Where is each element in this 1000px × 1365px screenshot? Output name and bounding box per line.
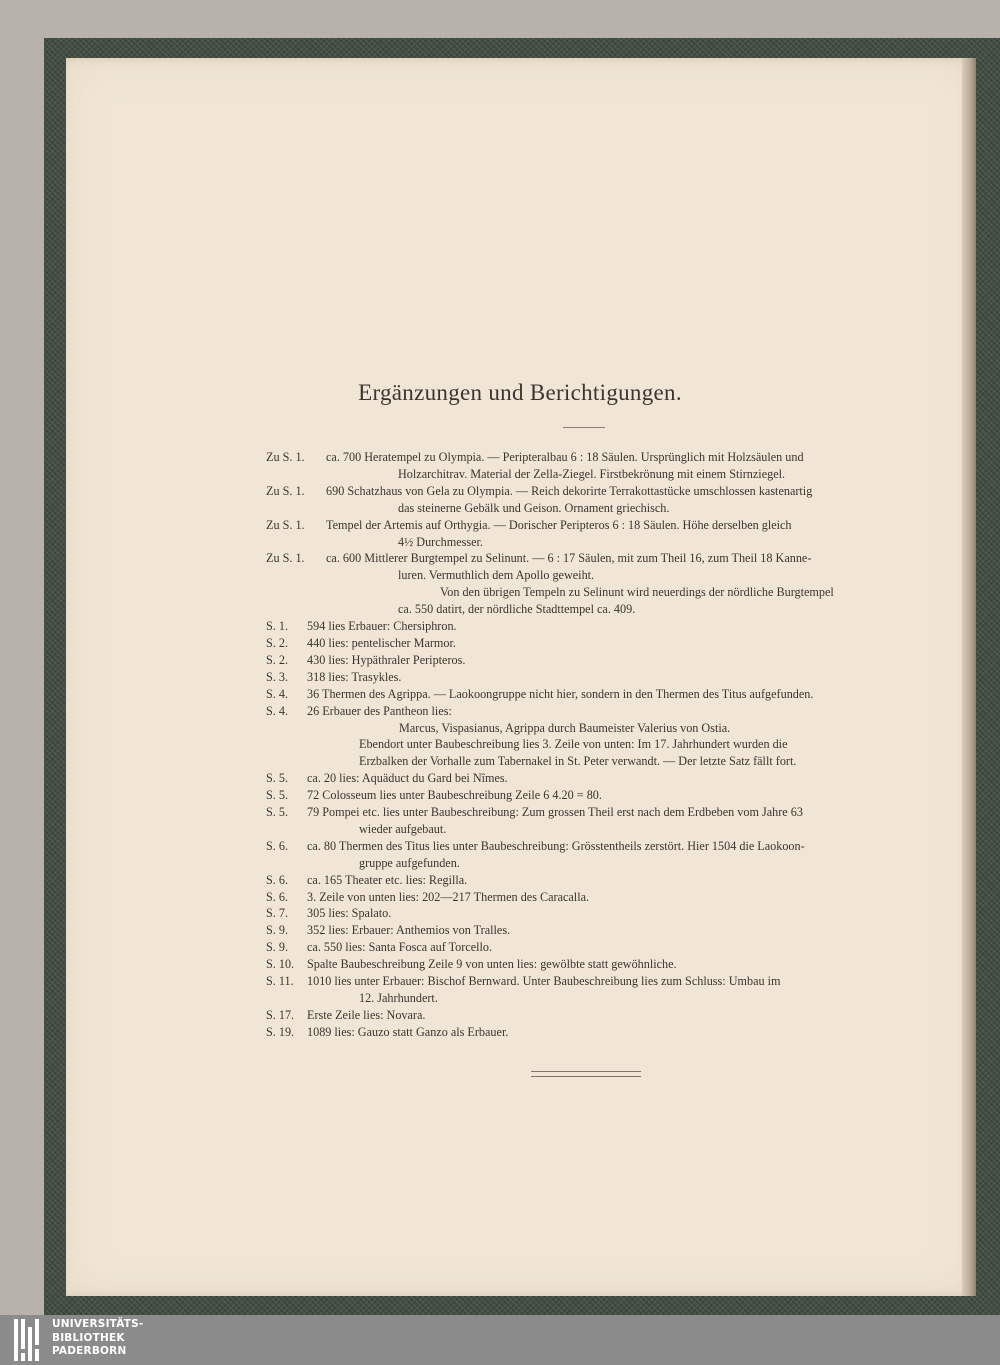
entry-line: ca. 165 Theater etc. lies: Regilla. xyxy=(307,872,468,887)
page-title: Ergänzungen und Berichtigungen. xyxy=(358,380,682,405)
entry-line: Erzbalken der Vorhalle zum Tabernakel in St. Peter verwandt. — Der letzte Satz fällt fort. xyxy=(359,754,797,769)
book-page xyxy=(66,58,974,1296)
errata-entry xyxy=(266,1007,902,1024)
entry-line: Tempel der Artemis auf Orthygia. — Dorischer Peripteros 6 : 18 Säulen. Höhe derselben gleich xyxy=(326,517,792,532)
title-divider xyxy=(563,427,605,428)
page-gutter xyxy=(962,58,976,1296)
entry-line: 26 Erbauer des Pantheon lies: xyxy=(307,703,452,718)
page-reference: S. 7. xyxy=(266,906,289,921)
errata-entry xyxy=(266,872,902,889)
entry-line: 440 lies: pentelischer Marmor. xyxy=(307,635,456,650)
page-reference: S. 5. xyxy=(266,805,289,820)
page-reference: S. 9. xyxy=(266,923,289,938)
page-reference: S. 3. xyxy=(266,669,289,684)
errata-entry xyxy=(266,483,902,517)
page-reference: S. 6. xyxy=(266,872,289,887)
entry-line: gruppe aufgefunden. xyxy=(359,855,460,870)
entry-line: 12. Jahrhundert. xyxy=(359,991,438,1005)
page-reference: S. 4. xyxy=(266,686,289,701)
errata-entry xyxy=(266,889,902,906)
errata-entry xyxy=(266,686,902,703)
errata-entry xyxy=(266,635,902,652)
page-reference: S. 11. xyxy=(266,974,294,989)
errata-list xyxy=(266,449,902,1041)
errata-entry xyxy=(266,804,902,838)
library-name-line-2: BIBLIOTHEK xyxy=(52,1331,125,1344)
entry-line: Erste Zeile lies: Novara. xyxy=(307,1007,426,1022)
entry-line: ca. 550 datirt, der nördliche Stadttempel ca. 409. xyxy=(398,602,636,617)
page-reference: S. 5. xyxy=(266,788,289,803)
page-reference: S. 9. xyxy=(266,940,289,955)
page-reference: S. 5. xyxy=(266,771,289,786)
library-name-line-3: PADERBORN xyxy=(52,1345,127,1357)
entry-line: 690 Schatzhaus von Gela zu Olympia. — Reich dekorirte Terrakottastücke umschlossen kastenartig xyxy=(326,483,813,498)
errata-entry xyxy=(266,652,902,669)
university-library-logo-icon xyxy=(14,1319,44,1361)
entry-line: ca. 80 Thermen des Titus lies unter Baubeschreibung: Grösstentheils zerstört. Hier 1504 die Laokoon- xyxy=(307,838,805,853)
errata-entry xyxy=(266,703,902,771)
library-name xyxy=(52,1318,143,1359)
errata-entry xyxy=(266,939,902,956)
page-reference: S. 6. xyxy=(266,889,289,904)
errata-entry xyxy=(266,973,902,1007)
errata-entry xyxy=(266,449,902,483)
entry-line: ca. 20 lies: Aquäduct du Gard bei Nîmes. xyxy=(307,771,508,786)
entry-line: Von den übrigen Tempeln zu Selinunt wird neuerdings der nördliche Burgtempel xyxy=(440,585,834,600)
errata-entry xyxy=(266,618,902,635)
entry-line: ca. 600 Mittlerer Burgtempel zu Selinunt. — 6 : 17 Säulen, mit zum Theil 16, zum Theil 18 Kanne- xyxy=(326,551,812,566)
entry-line: das steinerne Gebälk und Geison. Ornament griechisch. xyxy=(398,500,670,515)
entry-line: wieder aufgebaut. xyxy=(359,821,447,836)
errata-entry xyxy=(266,517,902,551)
entry-line: Ebendort unter Baubeschreibung lies 3. Zeile von unten: Im 17. Jahrhundert wurden die xyxy=(359,737,788,752)
page-reference: S. 4. xyxy=(266,703,289,718)
entry-line: 79 Pompei etc. lies unter Baubeschreibung: Zum grossen Theil erst nach dem Erdbeben vom Jahre 63 xyxy=(307,805,803,820)
entry-line: 3. Zeile von unten lies: 202—217 Thermen des Caracalla. xyxy=(307,889,590,904)
page-reference: S. 1. xyxy=(266,619,289,634)
errata-entry xyxy=(266,838,902,872)
footer-bar xyxy=(0,1315,1000,1365)
closing-double-rule xyxy=(531,1071,641,1077)
entry-line: 4½ Durchmesser. xyxy=(398,534,483,549)
errata-entry xyxy=(266,787,902,804)
page-reference: S. 10. xyxy=(266,957,295,972)
errata-entry xyxy=(266,550,902,618)
page-reference: Zu S. 1. xyxy=(266,551,305,566)
entry-line: Marcus, Vispasianus, Agrippa durch Baumeister Valerius von Ostia. xyxy=(399,720,731,735)
library-name-line-1: UNIVERSITÄTS- xyxy=(52,1318,144,1330)
page-reference: S. 17. xyxy=(266,1007,295,1022)
entry-line: 72 Colosseum lies unter Baubeschreibung Zeile 6 4.20 = 80. xyxy=(307,788,602,803)
errata-entry xyxy=(266,770,902,787)
errata-entry xyxy=(266,922,902,939)
entry-line: 318 lies: Trasykles. xyxy=(307,669,402,684)
errata-entry xyxy=(266,669,902,686)
entry-line: luren. Vermuthlich dem Apollo geweiht. xyxy=(398,568,595,583)
entry-line: Spalte Baubeschreibung Zeile 9 von unten lies: gewölbte statt gewöhnliche. xyxy=(307,957,677,972)
page-reference: S. 2. xyxy=(266,635,289,650)
entry-line: 36 Thermen des Agrippa. — Laokoongruppe nicht hier, sondern in den Thermen des Titus aufgefunden. xyxy=(307,686,814,701)
entry-line: ca. 700 Heratempel zu Olympia. — Peripteralbau 6 : 18 Säulen. Ursprünglich mit Holzsäulen und xyxy=(326,450,804,464)
entry-line: 1010 lies unter Erbauer: Bischof Bernward. Unter Baubeschreibung lies zum Schluss: Umbau im xyxy=(307,974,781,989)
page-reference: S. 2. xyxy=(266,652,289,667)
page-reference: Zu S. 1. xyxy=(266,483,305,498)
entry-line: 594 lies Erbauer: Chersiphron. xyxy=(307,619,457,634)
page-reference: S. 19. xyxy=(266,1024,295,1039)
entry-line: 430 lies: Hypäthraler Peripteros. xyxy=(307,652,466,667)
entry-line: 352 lies: Erbauer: Anthemios von Tralles. xyxy=(307,923,511,938)
page-reference: S. 6. xyxy=(266,838,289,853)
entry-line: Holzarchitrav. Material der Zella-Ziegel. Firstbekrönung mit einem Stirnziegel. xyxy=(398,466,786,481)
entry-line: 305 lies: Spalato. xyxy=(307,906,392,921)
page-reference: Zu S. 1. xyxy=(266,517,305,532)
entry-line: ca. 550 lies: Santa Fosca auf Torcello. xyxy=(307,940,493,955)
page-reference: Zu S. 1. xyxy=(266,450,305,464)
entry-line: 1089 lies: Gauzo statt Ganzo als Erbauer. xyxy=(307,1024,509,1039)
errata-entry xyxy=(266,905,902,922)
errata-entry xyxy=(266,1024,902,1041)
errata-entry xyxy=(266,956,902,973)
